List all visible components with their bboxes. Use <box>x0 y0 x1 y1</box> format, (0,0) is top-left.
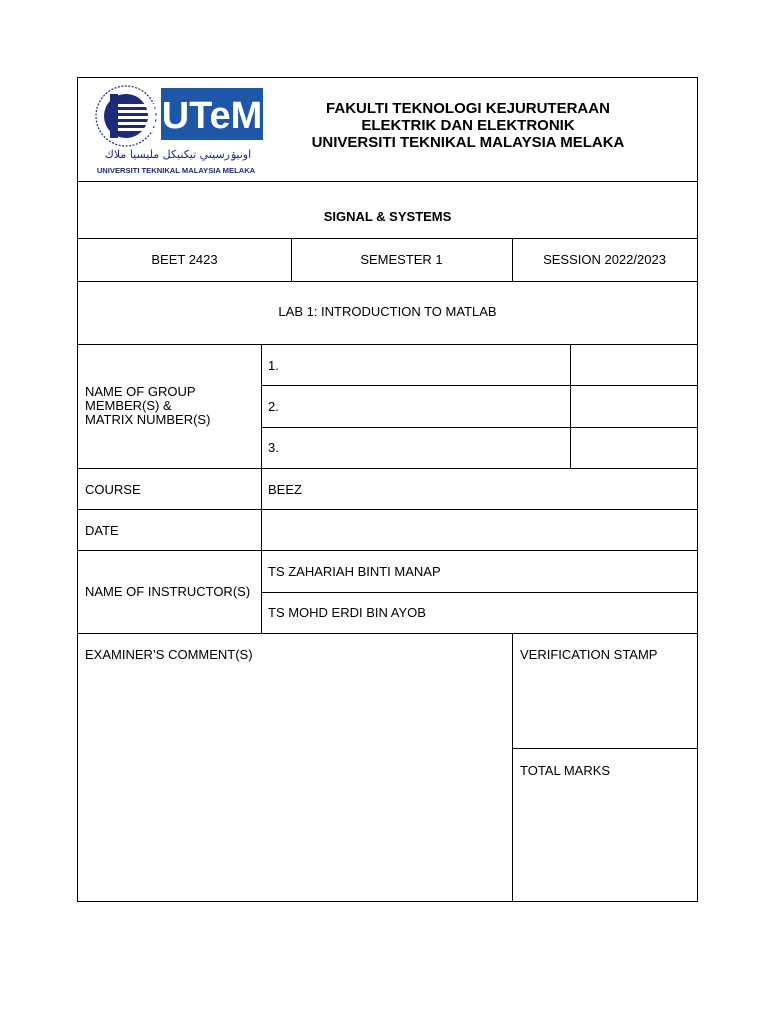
divider <box>78 344 697 345</box>
divider <box>261 427 697 428</box>
faculty-title <box>288 100 648 151</box>
semester: SEMESTER 1 <box>360 252 443 267</box>
total-marks-label: TOTAL MARKS <box>520 763 611 778</box>
course-code: BEET 2423 <box>151 252 218 267</box>
verification-stamp-label: VERIFICATION STAMP <box>520 647 658 662</box>
divider <box>78 238 697 239</box>
university-line: UNIVERSITI TEKNIKAL MALAYSIA MELAKA <box>311 134 625 151</box>
examiner-comment-label: EXAMINER’S COMMENT(S) <box>85 647 253 662</box>
divider <box>261 344 262 633</box>
divider <box>513 748 697 749</box>
course-label: COURSE <box>85 482 141 497</box>
lab-cover-sheet <box>77 77 698 902</box>
member-3: 3. <box>268 440 279 455</box>
faculty-line-2: ELEKTRIK DAN ELEKTRONIK <box>361 117 575 134</box>
divider <box>570 344 571 468</box>
logo-brand: UTeM <box>161 95 263 137</box>
divider <box>78 633 697 634</box>
divider <box>512 633 513 901</box>
subject-title: SIGNAL & SYSTEMS <box>323 209 452 224</box>
logo-caption: UNIVERSITI TEKNIKAL MALAYSIA MELAKA <box>96 166 256 175</box>
group-label: NAME OF GROUP MEMBER(S) & MATRIX NUMBER(S) <box>85 384 211 427</box>
divider <box>261 385 697 386</box>
member-1: 1. <box>268 358 279 373</box>
utem-emblem-icon <box>86 82 266 178</box>
faculty-line-1: FAKULTI TEKNOLOGI KEJURUTERAAN <box>326 100 610 117</box>
divider <box>78 181 697 182</box>
divider <box>78 468 697 469</box>
divider <box>78 550 697 551</box>
lab-title: LAB 1: INTRODUCTION TO MATLAB <box>278 304 497 319</box>
instructor-label: NAME OF INSTRUCTOR(S) <box>85 584 251 599</box>
utem-logo <box>86 82 266 178</box>
member-2: 2. <box>268 399 279 414</box>
instructor-1: TS ZAHARIAH BINTI MANAP <box>268 564 441 579</box>
session: SESSION 2022/2023 <box>543 252 666 267</box>
course-value: BEEZ <box>268 482 302 497</box>
instructor-2: TS MOHD ERDI BIN AYOB <box>268 605 426 620</box>
divider <box>261 592 697 593</box>
logo-arabic: اونيۏرسيتي تيكنيكل مليسيا ملاك <box>104 148 252 161</box>
date-label: DATE <box>85 523 119 538</box>
divider <box>78 509 697 510</box>
divider <box>78 281 697 282</box>
